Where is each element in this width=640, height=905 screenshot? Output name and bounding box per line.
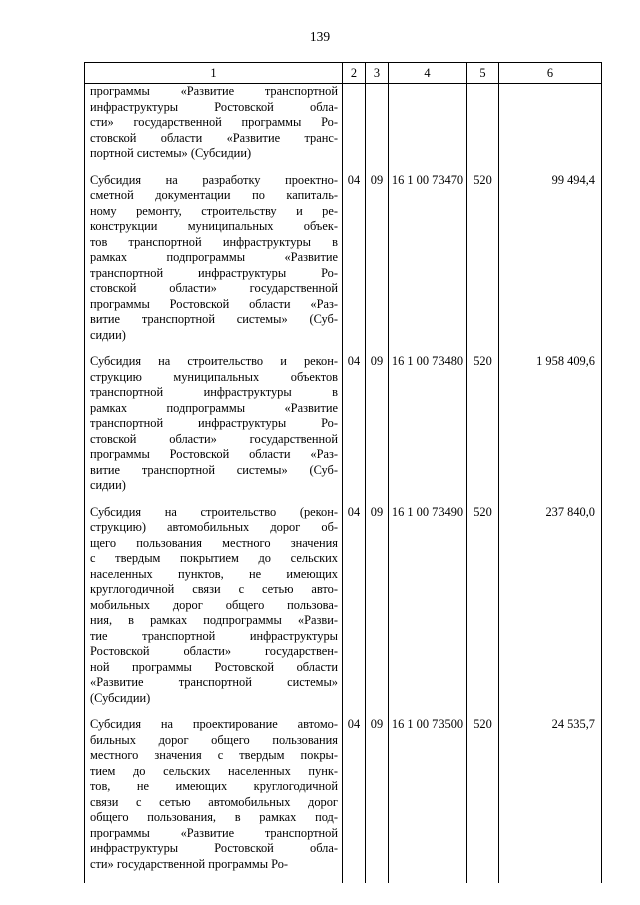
- amount-cell: [499, 84, 602, 173]
- target-article-cell: 16 1 00 73480: [389, 354, 467, 505]
- description-line: Субсидия на разработку проектно-: [90, 172, 338, 187]
- amount-cell: 99 494,4: [499, 173, 602, 355]
- description-line: струкцию) автомобильных дорог об-: [90, 520, 338, 534]
- description-line: инфраструктуры Ростовской обла-: [90, 99, 338, 114]
- expense-type-cell: 520: [467, 717, 499, 883]
- expense-type-cell: [467, 84, 499, 173]
- description-line: стовской области» государственной: [90, 431, 338, 446]
- description-line: рамках подпрограммы «Развитие: [90, 250, 338, 264]
- description-line: Ростовской области» государствен-: [90, 644, 338, 658]
- description-line: витие транспортной системы» (Суб-: [90, 462, 338, 477]
- description-line: портной системы» (Субсидии): [90, 146, 252, 160]
- description-line: транспортной инфраструктуры Ро-: [90, 265, 338, 280]
- description-line: инфраструктуры Ростовской обла-: [90, 841, 338, 855]
- description-line: Субсидия на строительство и рекон-: [90, 354, 338, 368]
- description-line: программы «Развитие транспортной: [90, 84, 338, 98]
- description-line: мобильных дорог общего пользова-: [90, 597, 338, 612]
- subsection-cell: 09: [366, 717, 389, 883]
- section-cell: [343, 84, 366, 173]
- subsection-cell: [366, 84, 389, 173]
- description-cell: [85, 84, 343, 173]
- description-line: конструкции муниципальных объек-: [90, 219, 338, 233]
- table-row: [85, 505, 602, 718]
- description-cell: [85, 354, 343, 505]
- description-line: сидии): [90, 478, 126, 492]
- description-line: программы Ростовской области «Раз-: [90, 447, 338, 461]
- description-line: программы Ростовской области «Раз-: [90, 296, 338, 311]
- description-line: тов транспортной инфраструктуры в: [90, 234, 338, 249]
- target-article-cell: 16 1 00 73500: [389, 717, 467, 883]
- subsection-cell: 09: [366, 505, 389, 718]
- description-line: Субсидия на проектирование автомо-: [90, 717, 338, 731]
- target-article-cell: 16 1 00 73470: [389, 173, 467, 355]
- header-section: 2: [343, 63, 366, 84]
- table-row: [85, 84, 602, 173]
- description-line: тов, не имеющих круглогодичной: [90, 779, 338, 793]
- description-line: тием до сельских населенных пунк-: [90, 763, 338, 778]
- table-row: [85, 173, 602, 355]
- description-line: местного значения с твердым покры-: [90, 748, 338, 762]
- description-cell: [85, 505, 343, 718]
- header-target-article: 4: [389, 63, 467, 84]
- description-line: программы «Развитие транспортной: [90, 825, 338, 840]
- description-line: (Субсидии): [90, 690, 151, 705]
- description-line: рамках подпрограммы «Развитие: [90, 400, 338, 415]
- description-line: бильных дорог общего пользования: [90, 732, 338, 747]
- description-line: сидии): [90, 327, 126, 342]
- description-line: населенных пунктов, не имеющих: [90, 566, 338, 581]
- description-line: Субсидия на строительство (рекон-: [90, 504, 338, 519]
- expense-type-cell: 520: [467, 173, 499, 355]
- header-expense-type: 5: [467, 63, 499, 84]
- section-cell: 04: [343, 354, 366, 505]
- description-line: витие транспортной системы» (Суб-: [90, 312, 338, 326]
- section-cell: 04: [343, 505, 366, 718]
- header-subsection: 3: [366, 63, 389, 84]
- description-line: струкцию муниципальных объектов: [90, 369, 338, 384]
- section-cell: 04: [343, 717, 366, 883]
- amount-cell: 237 840,0: [499, 505, 602, 718]
- description-line: общего пользования, в рамках под-: [90, 810, 338, 824]
- description-line: сти» государственной программы Ро-: [90, 856, 289, 871]
- description-line: с твердым покрытием до сельских: [90, 551, 338, 565]
- expense-type-cell: 520: [467, 354, 499, 505]
- target-article-cell: 16 1 00 73490: [389, 505, 467, 718]
- description-line: транспортной инфраструктуры в: [90, 385, 338, 399]
- subsection-cell: 09: [366, 354, 389, 505]
- description-line: ному ремонту, строительству и ре-: [90, 203, 338, 218]
- section-cell: 04: [343, 173, 366, 355]
- expense-type-cell: 520: [467, 505, 499, 718]
- table-row: [85, 354, 602, 505]
- description-line: стовской области «Развитие транс-: [90, 130, 338, 145]
- page-number: 139: [309, 29, 331, 44]
- description-line: круглогодичной связи с сетью авто-: [90, 582, 338, 596]
- description-cell: [85, 173, 343, 355]
- table-header-row: [85, 63, 602, 84]
- header-amount: 6: [499, 63, 602, 84]
- description-line: стовской области» государственной: [90, 281, 338, 295]
- description-line: «Развитие транспортной системы»: [90, 675, 338, 689]
- description-line: щего пользования местного значения: [90, 535, 338, 550]
- description-line: ной программы Ростовской области: [90, 659, 338, 674]
- description-line: сметной документации по капиталь-: [90, 188, 338, 202]
- subsection-cell: 09: [366, 173, 389, 355]
- description-line: связи с сетью автомобильных дорог: [90, 794, 338, 809]
- target-article-cell: [389, 84, 467, 173]
- description-cell: [85, 717, 343, 883]
- amount-cell: 24 535,7: [499, 717, 602, 883]
- description-line: транспортной инфраструктуры Ро-: [90, 416, 338, 430]
- amount-cell: 1 958 409,6: [499, 354, 602, 505]
- budget-table: [84, 62, 602, 883]
- table-row: [85, 717, 602, 883]
- description-line: ния, в рамках подпрограммы «Разви-: [90, 613, 338, 627]
- header-description: 1: [85, 63, 343, 84]
- description-line: сти» государственной программы Ро-: [90, 115, 338, 129]
- description-line: тие транспортной инфраструктуры: [90, 628, 338, 643]
